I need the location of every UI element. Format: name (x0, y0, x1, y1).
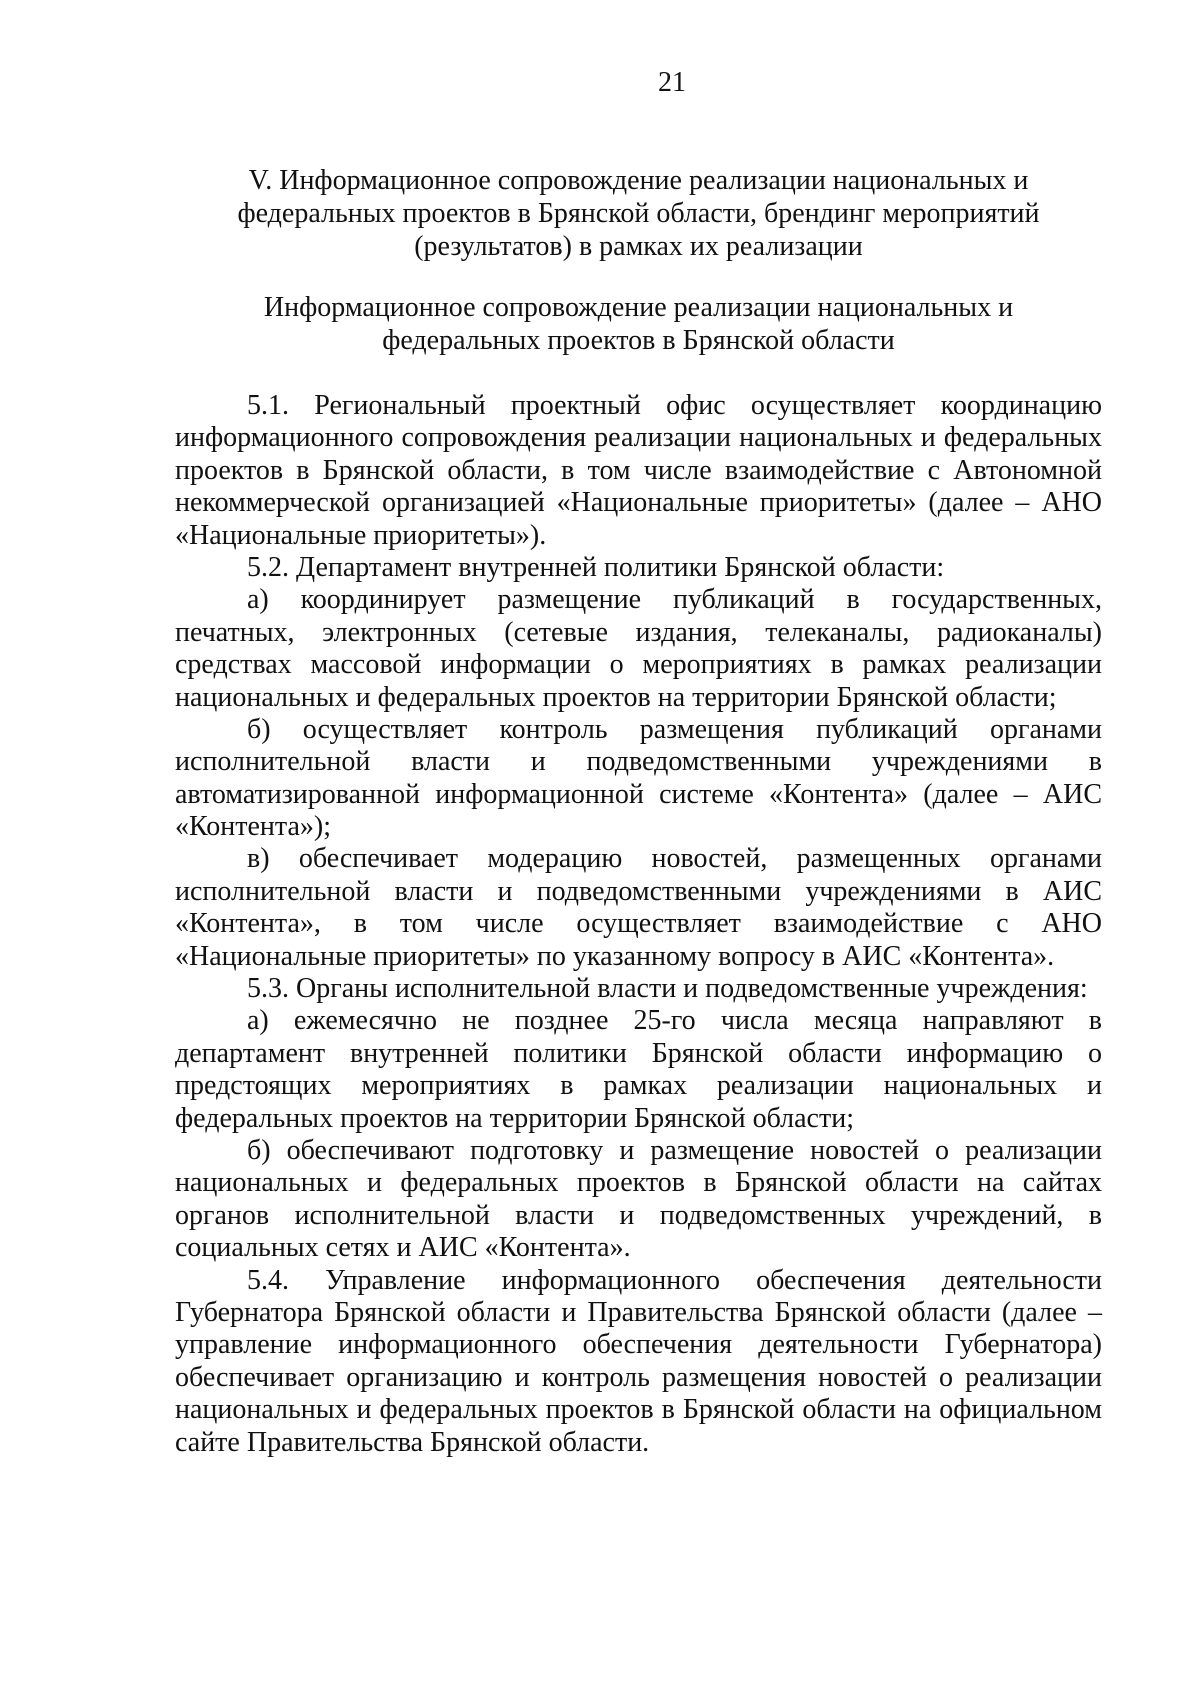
text-line: «Контента»); (175, 811, 332, 843)
text-line: исполнительной власти и подведомственными учреждениями в (175, 746, 1102, 778)
text-line: в) обеспечивает модерацию новостей, размещенных органами (247, 843, 1102, 875)
text-line: обеспечивает организацию и контроль размещения новостей о реализации (175, 1361, 1102, 1393)
subheading (175, 291, 1102, 357)
paragraph-5-4 (175, 1265, 1102, 1459)
text-line: федеральных проектов на территории Брянской области; (175, 1102, 854, 1134)
text-line: «Национальные приоритеты» по указанному вопросу в АИС «Контента». (175, 940, 1055, 972)
text-line: «Национальные приоритеты»). (175, 519, 547, 551)
page-number: 21 (658, 67, 686, 98)
text-line: б) обеспечивают подготовку и размещение новостей о реализации (247, 1134, 1102, 1166)
text-line: а) ежемесячно не позднее 25-го числа месяца направляют в (247, 1005, 1102, 1037)
paragraph-5-1 (175, 390, 1102, 552)
paragraph-5-3-a (175, 1005, 1102, 1135)
text-line: б) осуществляет контроль размещения публикаций органами (247, 713, 1102, 745)
text-line: национальных и федеральных проектов в Брянской области на сайтах (175, 1167, 1102, 1199)
text-line: сайте Правительства Брянской области. (175, 1426, 650, 1458)
section-heading (175, 164, 1102, 263)
text-line: 5.1. Региональный проектный офис осуществляет координацию (247, 390, 1102, 421)
text-line: национальных и федеральных проектов в Брянской области на официальном (175, 1394, 1102, 1426)
text-line: информационного сопровождения реализации национальных и федеральных (175, 422, 1102, 454)
text-line: предстоящих мероприятиях в рамках реализации национальных и (175, 1070, 1102, 1102)
text-line: исполнительной власти и подведомственными учреждениями в АИС (175, 875, 1102, 907)
text-line: социальных сетях и АИС «Контента». (175, 1232, 631, 1264)
text-line: средствах массовой информации о мероприятиях в рамках реализации (175, 649, 1102, 681)
text-line: 5.3. Органы исполнительной власти и подведомственные учреждения: (247, 973, 1088, 1005)
text-line: органов исполнительной власти и подведомственных учреждений, в (175, 1199, 1102, 1231)
text-line: национальных и федеральных проектов на территории Брянской области; (175, 681, 1057, 713)
section-heading-line: федеральных проектов в Брянской области, брендинг мероприятий (237, 198, 1040, 229)
text-line: 5.4. Управление информационного обеспечения деятельности (247, 1264, 1102, 1296)
text-line: некоммерческой организацией «Национальные приоритеты» (далее – АНО (175, 487, 1102, 519)
text-line: а) координирует размещение публикаций в государственных, (247, 584, 1102, 616)
paragraph-5-3 (175, 973, 1102, 1005)
subheading-line: Информационное сопровождение реализации национальных и (263, 292, 1014, 323)
section-heading-line: (результатов) в рамках их реализации (414, 231, 863, 262)
text-line: департамент внутренней политики Брянской области информацию о (175, 1037, 1102, 1069)
text-line: управление информационного обеспечения деятельности Губернатора) (175, 1329, 1102, 1361)
paragraph-5-2-a (175, 584, 1102, 714)
text-line: «Контента», в том числе осуществляет взаимодействие с АНО (175, 908, 1102, 940)
text-line: Губернатора Брянской области и Правительства Брянской области (далее – (175, 1296, 1102, 1328)
text-line: печатных, электронных (сетевые издания, телеканалы, радиоканалы) (175, 616, 1102, 648)
paragraph-5-2 (175, 552, 1102, 584)
text-line: 5.2. Департамент внутренней политики Брянской области: (247, 551, 945, 583)
text-line: проектов в Брянской области, в том числе взаимодействие с Автономной (175, 454, 1102, 486)
section-heading-line: V. Информационное сопровождение реализации национальных и (248, 165, 1029, 196)
paragraph-5-3-b (175, 1135, 1102, 1265)
subheading-line: федеральных проектов в Брянской области (382, 325, 895, 356)
document-body (175, 390, 1102, 1459)
paragraph-5-2-v (175, 843, 1102, 973)
paragraph-5-2-b (175, 714, 1102, 844)
text-line: автоматизированной информационной системе «Контента» (далее – АИС (175, 778, 1102, 810)
